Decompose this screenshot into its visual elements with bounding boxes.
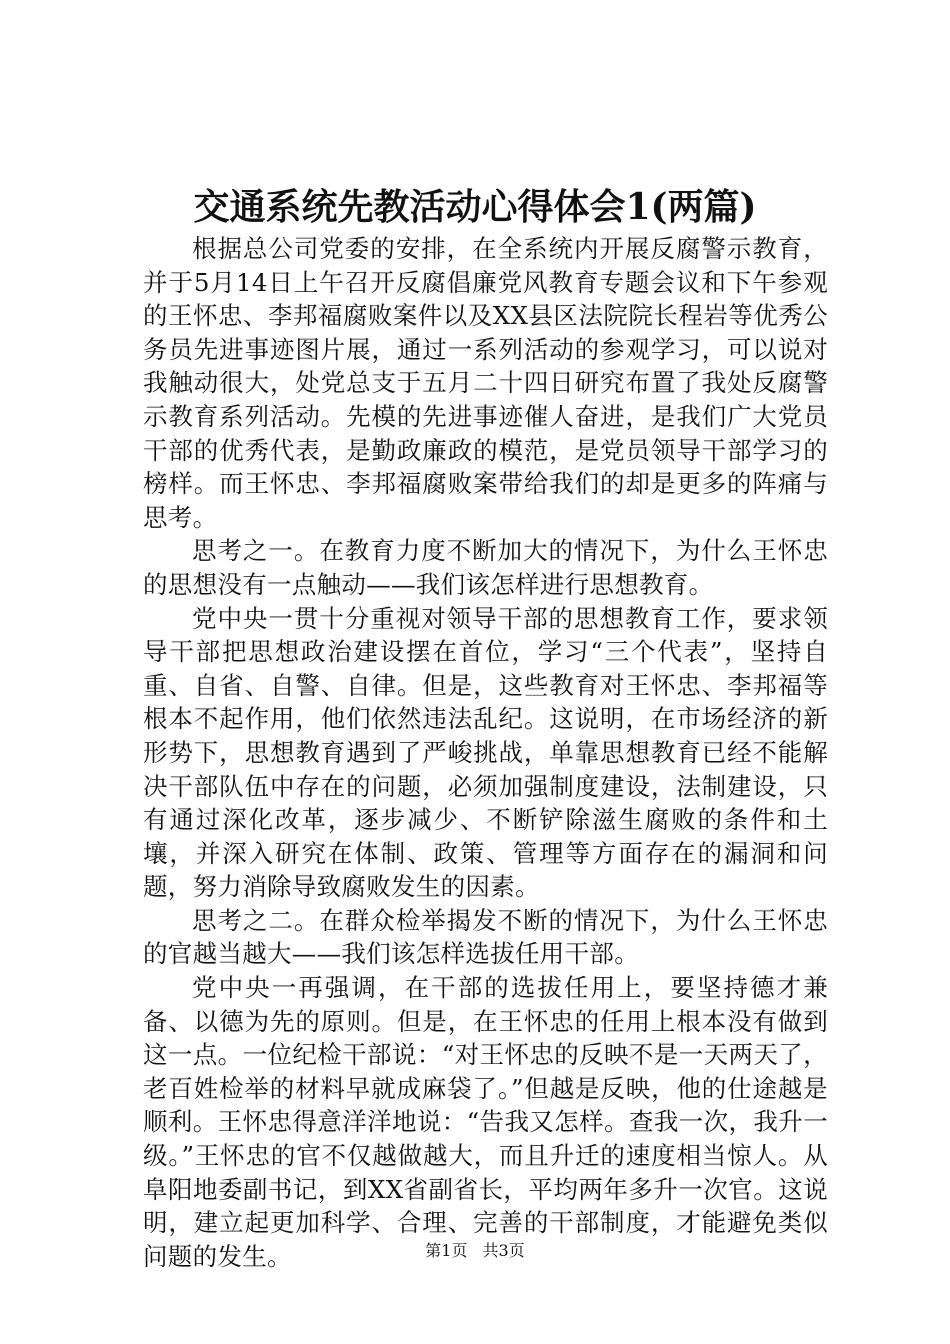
paragraph: 思考之一。在教育力度不断加大的情况下，为什么王怀忠的思想没有一点触动——我们该怎样进行思想教育。	[143, 536, 828, 599]
page-number: 第1页	[425, 1241, 468, 1260]
document-body	[143, 232, 828, 1273]
paragraph: 根据总公司党委的安排，在全系统内开展反腐警示教育，并于5月14日上午召开反腐倡廉党风教育专题会议和下午参观的王怀忠、李邦福腐败案件以及XX县区法院院长程岩等优秀公务员先进事迹图片展，通过一系列活动的参观学习，可以说对我触动很大，处党总支于五月二十四日研究布置了我处反腐警示教育系列活动。先模的先进事迹催人奋进，是我们广大党员干部的优秀代表，是勤政廉政的模范，是党员领导干部学习的榜样。而王怀忠、李邦福腐败案带给我们的却是更多的阵痛与思考。	[143, 234, 828, 532]
page-total: 共3页	[482, 1241, 525, 1260]
paragraph: 思考之二。在群众检举揭发不断的情况下，为什么王怀忠的官越当越大——我们该怎样选拔任用干部。	[143, 905, 828, 969]
page-footer	[0, 1240, 950, 1262]
paragraph: 党中央一再强调，在干部的选拔任用上，要坚持德才兼备、以德为先的原则。但是，在王怀忠的任用上根本没有做到这一点。一位纪检干部说：“对王怀忠的反映不是一天两天了，老百姓检举的材料早就成麻袋了。”但越是反映，他的仕途越是顺利。王怀忠得意洋洋地说：“告我又怎样。查我一次，我升一级。”王怀忠的官不仅越做越大，而且升迁的速度相当惊人。从阜阳地委副书记，到XX省副省长，平均两年多升一次官。这说明，建立起更加科学、合理、完善的干部制度，才能避免类似问题的发生。	[143, 973, 829, 1271]
paragraph: 党中央一贯十分重视对领导干部的思想教育工作，要求领导干部把思想政治建设摆在首位，学习“三个代表”，坚持自重、自省、自警、自律。但是，这些教育对王怀忠、李邦福等根本不起作用，他们依然违法乱纪。这说明，在市场经济的新形势下，思想教育遇到了严峻挑战，单靠思想教育已经不能解决干部队伍中存在的问题，必须加强制度建设，法制建设，只有通过深化改革，逐步减少、不断铲除滋生腐败的条件和土壤，并深入研究在体制、政策、管理等方面存在的漏洞和问题，努力消除导致腐败发生的因素。	[143, 603, 828, 902]
document-title: 交通系统先教活动心得体会1(两篇)	[193, 186, 757, 228]
